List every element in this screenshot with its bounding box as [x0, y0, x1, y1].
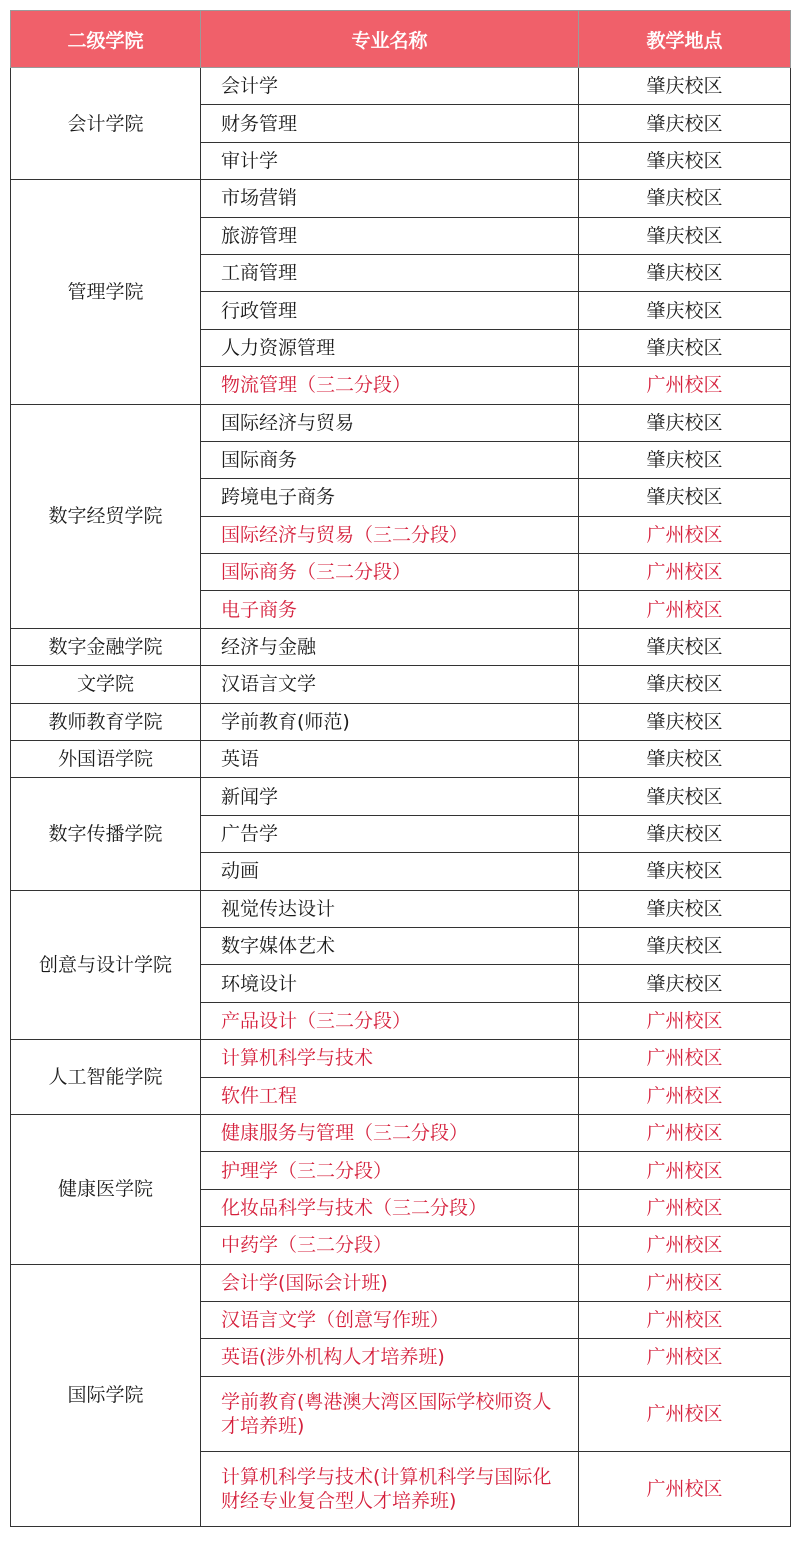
teaching-location: 广州校区	[579, 1339, 791, 1376]
major-name: 新闻学	[201, 778, 579, 815]
table-row	[11, 703, 791, 740]
teaching-location: 肇庆校区	[579, 741, 791, 778]
college-name: 国际学院	[11, 1264, 201, 1526]
teaching-location: 肇庆校区	[579, 329, 791, 366]
teaching-location: 广州校区	[579, 1376, 791, 1451]
major-name: 软件工程	[201, 1077, 579, 1114]
teaching-location: 广州校区	[579, 1227, 791, 1264]
teaching-location: 肇庆校区	[579, 68, 791, 105]
teaching-location: 广州校区	[579, 1152, 791, 1189]
teaching-location: 肇庆校区	[579, 404, 791, 441]
college-name: 数字传播学院	[11, 778, 201, 890]
major-name: 汉语言文学	[201, 666, 579, 703]
major-name: 学前教育(粤港澳大湾区国际学校师资人才培养班)	[201, 1376, 579, 1451]
table-row	[11, 628, 791, 665]
teaching-location: 肇庆校区	[579, 703, 791, 740]
table-row	[11, 666, 791, 703]
major-name: 工商管理	[201, 254, 579, 291]
major-name: 视觉传达设计	[201, 890, 579, 927]
major-name: 化妆品科学与技术（三二分段）	[201, 1189, 579, 1226]
college-name: 文学院	[11, 666, 201, 703]
teaching-location: 肇庆校区	[579, 778, 791, 815]
teaching-location: 广州校区	[579, 1451, 791, 1526]
table-row	[11, 404, 791, 441]
teaching-location: 肇庆校区	[579, 890, 791, 927]
major-name: 环境设计	[201, 965, 579, 1002]
teaching-location: 广州校区	[579, 1301, 791, 1338]
college-name: 创意与设计学院	[11, 890, 201, 1040]
major-name: 护理学（三二分段）	[201, 1152, 579, 1189]
major-name: 动画	[201, 853, 579, 890]
college-name: 外国语学院	[11, 741, 201, 778]
teaching-location: 肇庆校区	[579, 927, 791, 964]
table-row	[11, 741, 791, 778]
table-row	[11, 890, 791, 927]
teaching-location: 广州校区	[579, 591, 791, 628]
header-location: 教学地点	[579, 11, 791, 68]
teaching-location: 广州校区	[579, 1114, 791, 1151]
teaching-location: 肇庆校区	[579, 180, 791, 217]
teaching-location: 肇庆校区	[579, 853, 791, 890]
major-name: 行政管理	[201, 292, 579, 329]
table-body	[11, 68, 791, 1527]
college-name: 人工智能学院	[11, 1040, 201, 1115]
major-name: 国际商务（三二分段）	[201, 554, 579, 591]
teaching-location: 广州校区	[579, 1264, 791, 1301]
major-name: 跨境电子商务	[201, 479, 579, 516]
teaching-location: 广州校区	[579, 516, 791, 553]
major-name: 广告学	[201, 815, 579, 852]
major-name: 计算机科学与技术(计算机科学与国际化财经专业复合型人才培养班)	[201, 1451, 579, 1526]
teaching-location: 广州校区	[579, 554, 791, 591]
major-name: 产品设计（三二分段）	[201, 1002, 579, 1039]
major-name: 会计学	[201, 68, 579, 105]
teaching-location: 广州校区	[579, 1189, 791, 1226]
major-name: 国际商务	[201, 441, 579, 478]
teaching-location: 肇庆校区	[579, 217, 791, 254]
teaching-location: 肇庆校区	[579, 292, 791, 329]
teaching-location: 肇庆校区	[579, 254, 791, 291]
teaching-location: 肇庆校区	[579, 105, 791, 142]
table-row	[11, 180, 791, 217]
teaching-location: 广州校区	[579, 1077, 791, 1114]
header-major: 专业名称	[201, 11, 579, 68]
major-name: 国际经济与贸易（三二分段）	[201, 516, 579, 553]
major-name: 计算机科学与技术	[201, 1040, 579, 1077]
major-name: 财务管理	[201, 105, 579, 142]
teaching-location: 肇庆校区	[579, 628, 791, 665]
teaching-location: 肇庆校区	[579, 815, 791, 852]
college-name: 数字金融学院	[11, 628, 201, 665]
teaching-location: 肇庆校区	[579, 666, 791, 703]
major-name: 中药学（三二分段）	[201, 1227, 579, 1264]
major-name: 经济与金融	[201, 628, 579, 665]
college-name: 会计学院	[11, 68, 201, 180]
college-name: 数字经贸学院	[11, 404, 201, 628]
teaching-location: 肇庆校区	[579, 479, 791, 516]
major-name: 数字媒体艺术	[201, 927, 579, 964]
college-name: 教师教育学院	[11, 703, 201, 740]
header-college: 二级学院	[11, 11, 201, 68]
teaching-location: 广州校区	[579, 1040, 791, 1077]
major-name: 学前教育(师范)	[201, 703, 579, 740]
teaching-location: 广州校区	[579, 1002, 791, 1039]
major-name: 旅游管理	[201, 217, 579, 254]
major-name: 审计学	[201, 142, 579, 179]
teaching-location: 肇庆校区	[579, 441, 791, 478]
table-row	[11, 68, 791, 105]
college-name: 健康医学院	[11, 1114, 201, 1264]
table-row	[11, 778, 791, 815]
majors-table	[10, 10, 791, 1527]
major-name: 人力资源管理	[201, 329, 579, 366]
major-name: 会计学(国际会计班)	[201, 1264, 579, 1301]
major-name: 国际经济与贸易	[201, 404, 579, 441]
major-name: 汉语言文学（创意写作班）	[201, 1301, 579, 1338]
major-name: 电子商务	[201, 591, 579, 628]
teaching-location: 肇庆校区	[579, 142, 791, 179]
major-name: 市场营销	[201, 180, 579, 217]
major-name: 英语(涉外机构人才培养班)	[201, 1339, 579, 1376]
major-name: 英语	[201, 741, 579, 778]
teaching-location: 广州校区	[579, 367, 791, 404]
table-row	[11, 1264, 791, 1301]
major-name: 健康服务与管理（三二分段）	[201, 1114, 579, 1151]
table-row	[11, 1040, 791, 1077]
major-name: 物流管理（三二分段）	[201, 367, 579, 404]
college-name: 管理学院	[11, 180, 201, 404]
table-row	[11, 1114, 791, 1151]
teaching-location: 肇庆校区	[579, 965, 791, 1002]
table-header	[11, 11, 791, 68]
